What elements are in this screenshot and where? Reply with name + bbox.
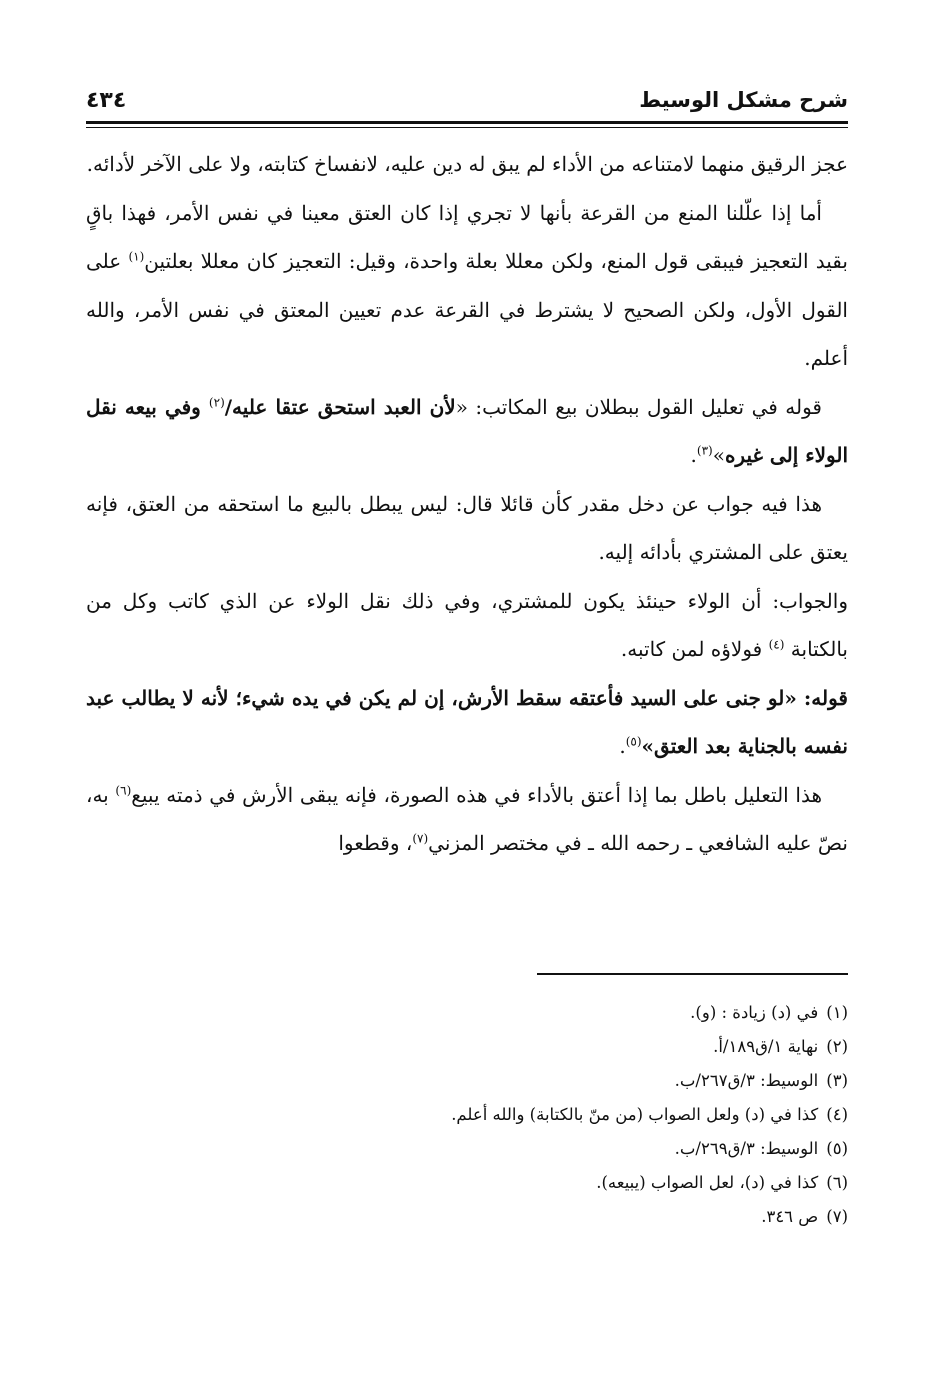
footnote-text: الوسيط: ٣/ق٢٦٩/ب. — [674, 1139, 819, 1158]
footnote-item — [86, 996, 848, 1030]
footnote-ref[interactable]: (٣) — [696, 443, 713, 458]
footnote-number: (٦) — [826, 1173, 848, 1192]
footnote-ref[interactable]: (٦) — [115, 782, 132, 797]
footnote-number: (٤) — [826, 1105, 848, 1124]
paragraph-2: أما إذا علّلنا المنع من القرعة بأنها لا تجري إذا كان العتق معينا في نفس الأمر، فهذا باقٍ بقيد التعجيز فيبقى قول المنع، ولكن معللا بعلة واحدة، وقيل: التعجيز كان معللا بعلتين$^{(١)}$ على القول الأول، ولكن الصحيح لا يشترط في القرعة عدم تعيين المعتق في نفس الأمر، والله أعلم. — [86, 200, 848, 370]
footnote-number: (٢) — [826, 1037, 848, 1056]
footnotes — [86, 996, 848, 1234]
paragraph-5: والجواب: أن الولاء حينئذ يكون للمشتري، وفي ذلك نقل الولاء عن الذي كاتب وكل من بالكتابة $^{(٤)}$ فولاؤه لمن كاتبه. — [86, 588, 848, 661]
footnote-number: (٧) — [826, 1207, 848, 1226]
footnote-separator — [537, 973, 848, 975]
footnote-ref[interactable]: (١) — [128, 249, 145, 264]
footnote-text: ص ٣٤٦. — [761, 1207, 819, 1226]
footnote-item — [86, 1098, 848, 1132]
footnote-item — [86, 1166, 848, 1200]
footnote-text: نهاية ١/ق١٨٩/أ. — [713, 1037, 819, 1056]
footnote-item — [86, 1200, 848, 1234]
footnote-number: (٥) — [826, 1139, 848, 1158]
footnote-text: في (د) زيادة : (و). — [690, 1003, 819, 1022]
paragraph-6: قوله: «لو جنى على السيد فأعتقه سقط الأرش، إن لم يكن في يده شيء؛ لأنه لا يطالب عبد نفسه بالجناية بعد العتق»$^{(٥)}$. — [86, 685, 848, 758]
footnote-number: (٣) — [826, 1071, 848, 1090]
header-rule-thin — [86, 127, 848, 128]
footnote-text: كذا في (د) ولعل الصواب (من منّ بالكتابة) والله أعلم. — [451, 1105, 819, 1124]
paragraph-4: هذا فيه جواب عن دخل مقدر كأن قائلا قال: ليس يبطل بالبيع ما استحقه من العتق، فإنه يعتق على المشتري بأدائه إليه. — [86, 491, 848, 564]
paragraph-3: قوله في تعليل القول ببطلان بيع المكاتب: «لأن العبد استحق عتقا عليه/$^{(٢)}$ وفي بيعه نقل الولاء إلى غيره»$^{(٣)}$. — [86, 394, 848, 467]
footnote-item — [86, 1132, 848, 1166]
paragraph-1: عجز الرقيق منهما لامتناعه من الأداء لم يبق له دين عليه، لانفساخ كتابته، ولا على الآخر لأدائه. — [86, 152, 848, 176]
main-text — [86, 140, 848, 868]
header-rule-thick — [86, 121, 848, 124]
footnote-text: الوسيط: ٣/ق٢٦٧/ب. — [674, 1071, 819, 1090]
footnote-ref[interactable]: (٤) — [768, 637, 785, 652]
running-header — [86, 88, 848, 122]
footnote-ref[interactable]: (٢) — [208, 394, 225, 409]
paragraph-7: هذا التعليل باطل بما إذا أعتق بالأداء في هذه الصورة، فإنه يبقى الأرش في ذمته يبيع$^{(٦)}$ به، نصّ عليه الشافعي ـ رحمه الله ـ في مختصر المزني$^{(٧)}$، وقطعوا — [86, 782, 848, 855]
footnote-ref[interactable]: (٧) — [412, 831, 429, 846]
footnote-item — [86, 1030, 848, 1064]
footnote-number: (١) — [826, 1003, 848, 1022]
header-title: شرح مشكل الوسيط — [639, 88, 848, 112]
footnote-ref[interactable]: (٥) — [625, 734, 642, 749]
quoted-text: لو جنى على السيد فأعتقه سقط الأرش، إن لم يكن في يده شيء؛ لأنه لا يطالب عبد نفسه بالجناية بعد العتق — [86, 685, 848, 758]
footnote-item — [86, 1064, 848, 1098]
footnote-text: كذا في (د)، لعل الصواب (يبيعه). — [596, 1173, 819, 1192]
page-number: ٤٣٤ — [86, 88, 127, 113]
quoted-text: لأن العبد استحق عتقا عليه/ — [224, 394, 456, 419]
quoted-text: وفي بيعه نقل الولاء إلى غيره — [86, 394, 848, 467]
